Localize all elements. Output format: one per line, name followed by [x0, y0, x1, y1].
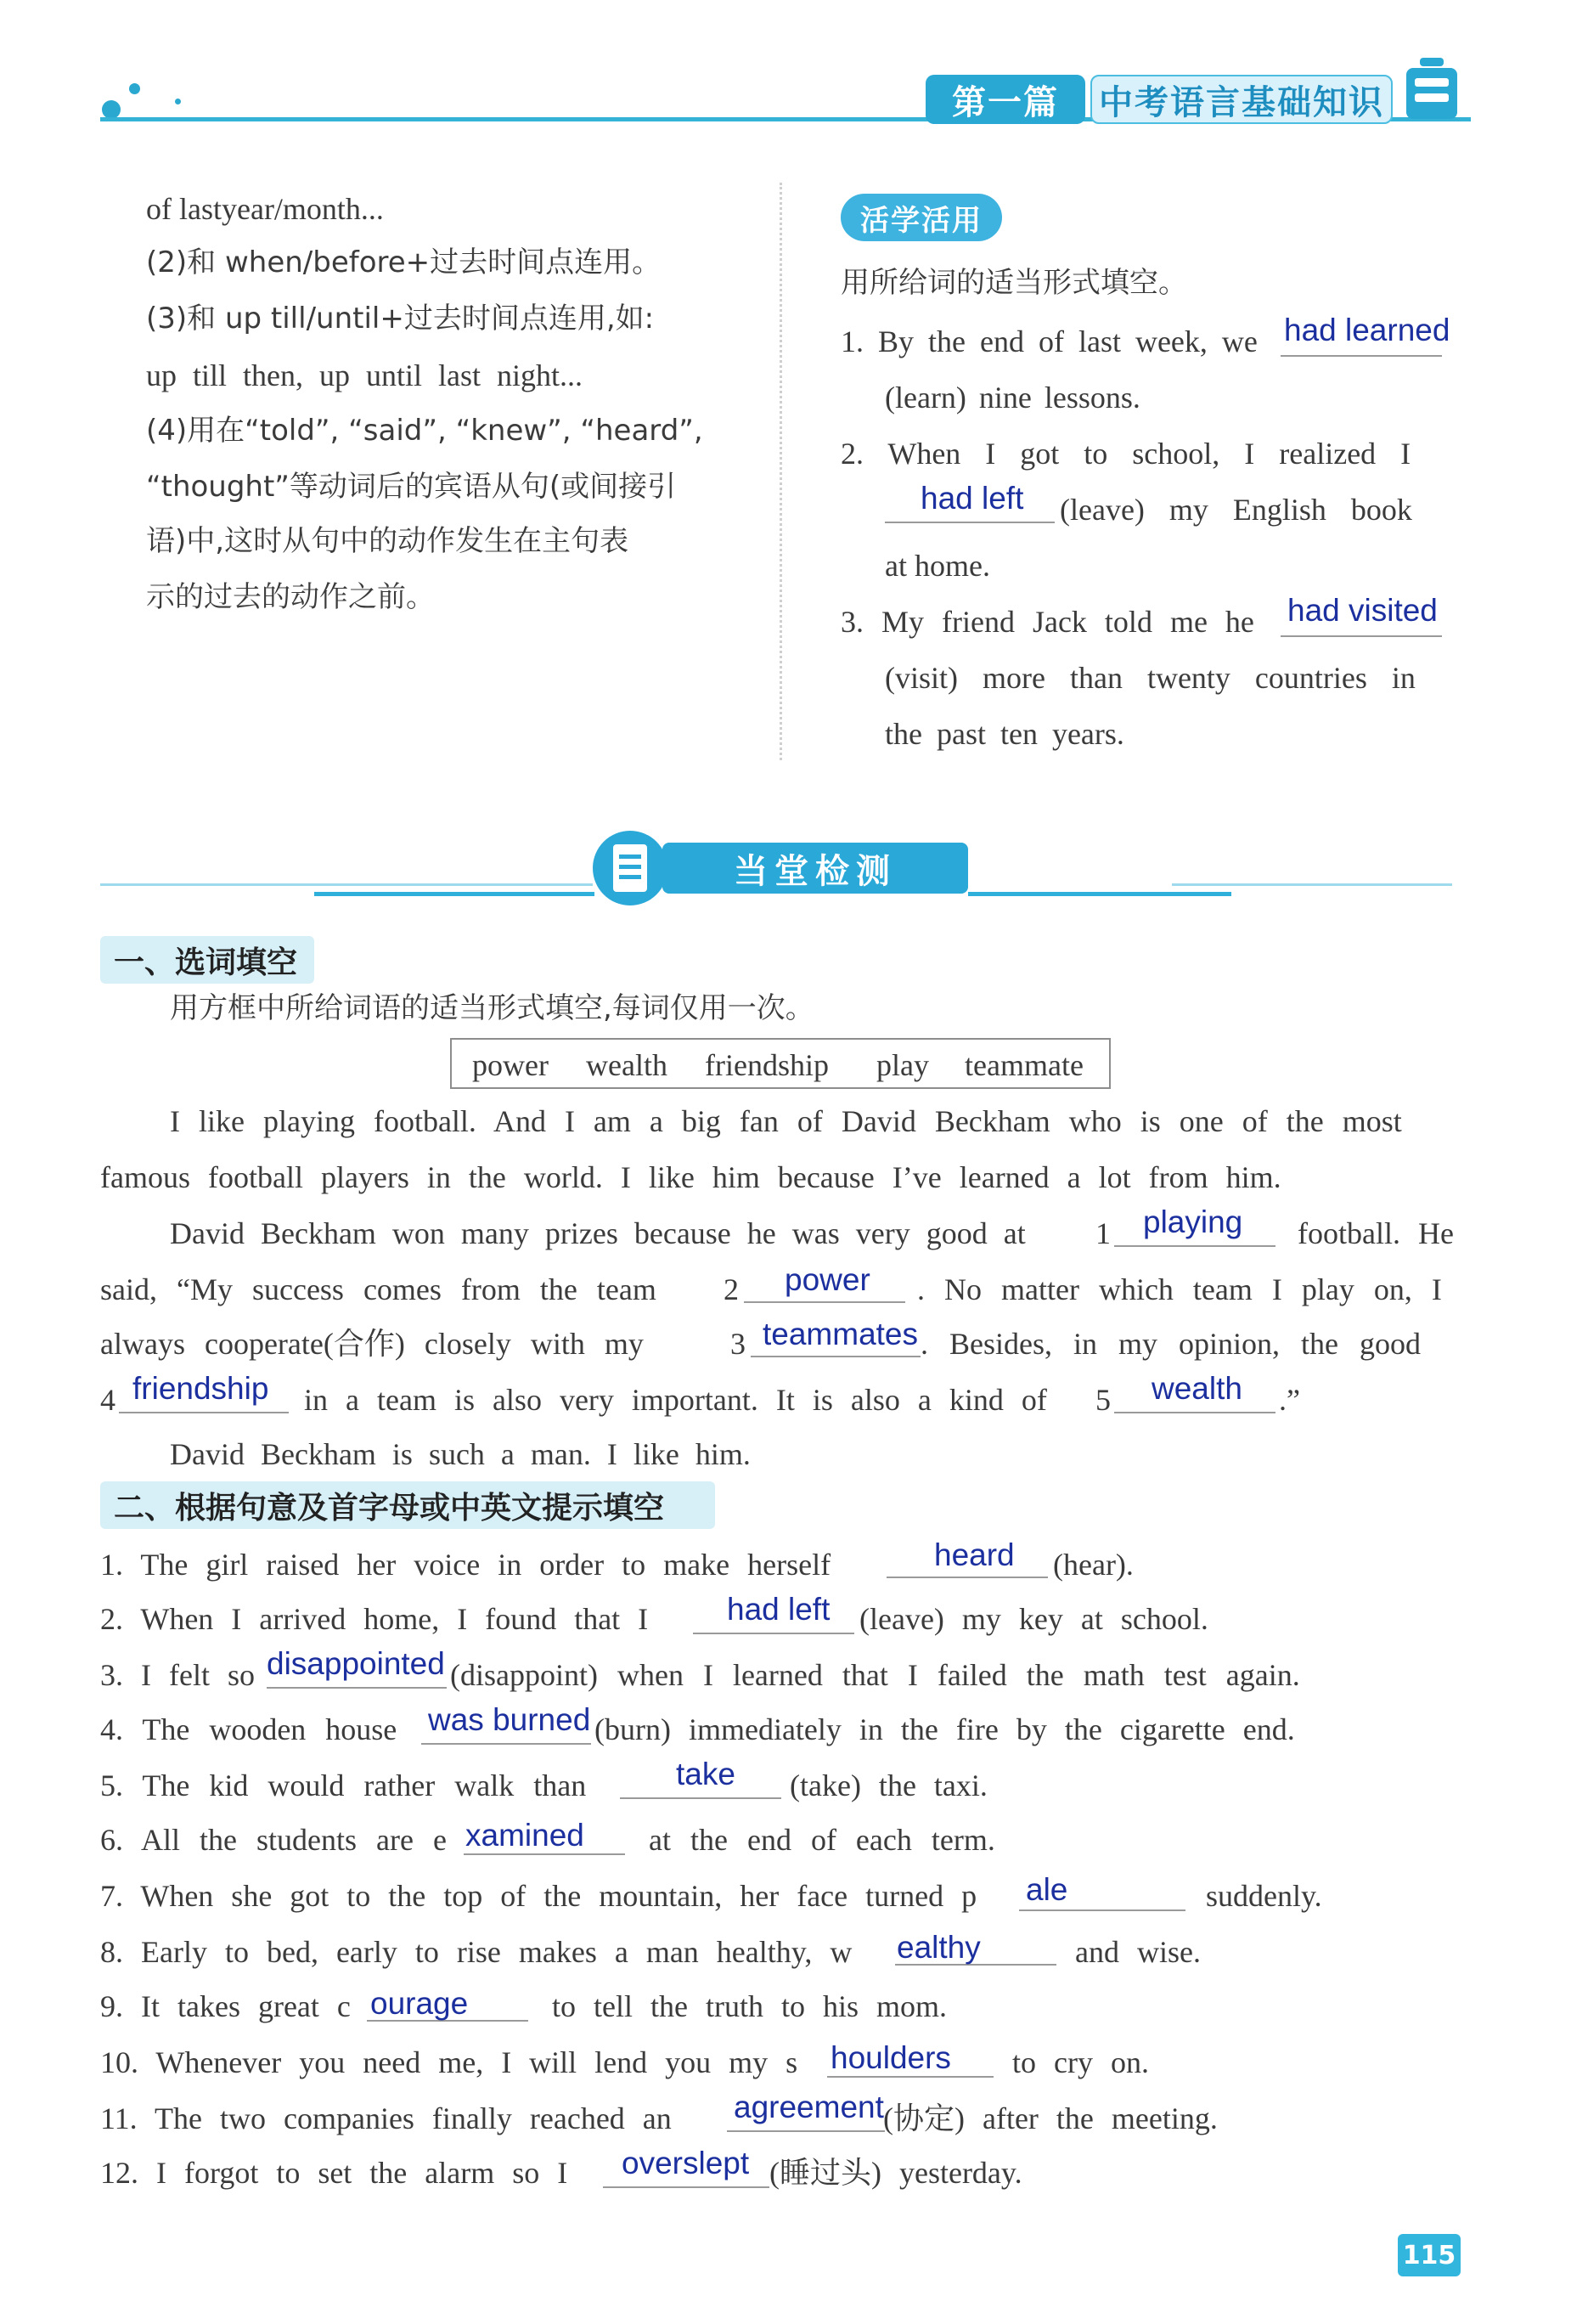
q1-rest: (hear).	[1053, 1548, 1134, 1582]
passage-blank-3[interactable]	[751, 1356, 921, 1357]
q11-rest: (协定) after the meeting.	[883, 2101, 1218, 2135]
note-line-0: of lastyear/month...	[146, 192, 384, 226]
q7-text: 7. When she got to the top of the mountain, her face turned p	[100, 1879, 977, 1913]
section-band-right	[1172, 883, 1452, 886]
book-icon	[1403, 56, 1461, 122]
q9-text: 9. It takes great c	[100, 1989, 351, 2023]
part2-heading: 二、根据句意及首字母或中英文提示填空	[100, 1481, 715, 1529]
passage-blank-2[interactable]	[744, 1301, 905, 1303]
practice-q2-rest: (leave) my English book	[1060, 493, 1412, 527]
header-title-tab: 中考语言基础知识	[1090, 75, 1393, 124]
note-line-7: 示的过去的动作之前。	[146, 580, 435, 614]
q1-answer: heard	[934, 1537, 1015, 1572]
q10-answer: houlders	[831, 2040, 951, 2075]
column-divider	[780, 183, 782, 760]
word-wealth: wealth	[586, 1048, 667, 1082]
passage-answer-3: teammates	[763, 1317, 919, 1351]
q2-rest: (leave) my key at school.	[859, 1602, 1208, 1636]
section-band-right-accent	[968, 892, 1231, 896]
blank-number-1: 1	[1095, 1216, 1111, 1250]
passage-answer-2: power	[785, 1262, 870, 1297]
q3-text: 3. I felt so	[100, 1658, 255, 1692]
word-power: power	[472, 1048, 549, 1082]
q4-blank[interactable]	[421, 1743, 591, 1745]
header-dot-small	[175, 99, 181, 104]
note-line-1: (2)和 when/before+过去时间点连用。	[146, 245, 662, 279]
practice-q3-answer: had visited	[1287, 593, 1438, 628]
passage-blank-4[interactable]	[119, 1412, 289, 1413]
part1-instruction: 用方框中所给词语的适当形式填空,每词仅用一次。	[170, 991, 814, 1025]
q8-rest: and wise.	[1075, 1935, 1201, 1969]
passage-line-4-end: . No matter which team I play on, I	[917, 1272, 1442, 1306]
word-friendship: friendship	[705, 1048, 829, 1082]
blank-number-2: 2	[724, 1272, 739, 1306]
passage-line-5: always cooperate(合作) closely with my	[100, 1327, 644, 1361]
passage-line-6-end: .”	[1279, 1383, 1300, 1417]
passage-line-5-end: . Besides, in my opinion, the good	[921, 1327, 1421, 1361]
passage-line-1: I like playing football. And I am a big fan of David Beckham who is one of the most	[170, 1104, 1402, 1138]
q7-blank[interactable]	[1019, 1909, 1185, 1911]
word-teammate: teammate	[965, 1048, 1084, 1082]
passage-answer-1: playing	[1143, 1204, 1243, 1239]
q6-blank[interactable]	[464, 1853, 625, 1855]
q3-answer: disappointed	[267, 1646, 445, 1681]
passage-line-7: David Beckham is such a man. I like him.	[170, 1437, 751, 1471]
q2-blank[interactable]	[693, 1633, 854, 1634]
section-band-left	[100, 883, 593, 886]
note-line-5: “thought”等动词后的宾语从句(或间接引	[146, 470, 677, 504]
passage-answer-4: friendship	[132, 1371, 269, 1406]
q7-answer: ale	[1026, 1872, 1068, 1907]
q11-answer: agreement	[734, 2090, 884, 2124]
q2-answer: had left	[727, 1592, 831, 1627]
blank-number-4: 4	[100, 1383, 115, 1417]
q11-text: 11. The two companies finally reached an	[100, 2101, 672, 2135]
note-line-2: (3)和 up till/until+过去时间点连用,如:	[146, 302, 655, 336]
passage-line-2: famous football players in the world. I like him because I’ve learned a lot from him.	[100, 1160, 1281, 1194]
q6-answer: xamined	[465, 1818, 584, 1853]
practice-q2-blank[interactable]	[885, 522, 1055, 523]
q5-answer: take	[676, 1757, 735, 1791]
practice-q1-text: 1. By the end of last week, we	[841, 324, 1258, 358]
passage-line-6: in a team is also very important. It is also a kind of	[304, 1383, 1047, 1417]
practice-q3-end: the past ten years.	[885, 717, 1124, 751]
practice-q3-blank[interactable]	[1281, 635, 1442, 637]
passage-blank-5[interactable]	[1114, 1412, 1275, 1413]
q9-answer: ourage	[370, 1986, 469, 2021]
practice-badge: 活学活用	[841, 194, 1002, 241]
q10-blank[interactable]	[827, 2076, 994, 2078]
q10-text: 10. Whenever you need me, I will lend you my s	[100, 2045, 798, 2079]
q4-answer: was burned	[428, 1702, 591, 1737]
q7-rest: suddenly.	[1206, 1879, 1322, 1913]
q6-text: 6. All the students are e	[100, 1823, 447, 1857]
q5-rest: (take) the taxi.	[790, 1768, 988, 1802]
passage-line-4: said, “My success comes from the team	[100, 1272, 656, 1306]
practice-q1-answer: had learned	[1284, 313, 1450, 347]
note-line-3: up till then, up until last night...	[146, 358, 583, 392]
section-band-left-accent	[314, 892, 594, 896]
q12-blank[interactable]	[603, 2186, 769, 2188]
q3-blank[interactable]	[267, 1687, 447, 1689]
practice-q2-answer: had left	[921, 481, 1024, 516]
practice-q1-blank[interactable]	[1281, 355, 1442, 357]
page-number: 115	[1398, 2234, 1461, 2276]
blank-number-5: 5	[1095, 1383, 1111, 1417]
q1-text: 1. The girl raised her voice in order to make herself	[100, 1548, 831, 1582]
note-line-6: 语)中,这时从句中的动作发生在主句表	[146, 524, 629, 558]
q1-blank[interactable]	[887, 1577, 1048, 1578]
q12-text: 12. I forgot to set the alarm so I	[100, 2156, 568, 2190]
practice-q2-text: 2. When I got to school, I realized I	[841, 437, 1411, 471]
q4-text: 4. The wooden house	[100, 1712, 397, 1746]
practice-q3-text: 3. My friend Jack told me he	[841, 605, 1254, 639]
q3-rest: (disappoint) when I learned that I failed the math test again.	[450, 1658, 1300, 1692]
note-line-4: (4)用在“told”, “said”, “knew”, “heard”,	[146, 414, 703, 448]
q8-text: 8. Early to bed, early to rise makes a man healthy, w	[100, 1935, 853, 1969]
q11-blank[interactable]	[727, 2130, 885, 2132]
passage-line-3: David Beckham won many prizes because he was very good at	[170, 1216, 1026, 1250]
q5-text: 5. The kid would rather walk than	[100, 1768, 587, 1802]
section-title: 当堂检测	[662, 843, 968, 894]
passage-line-3-end: football. He	[1298, 1216, 1454, 1250]
practice-q2-end: at home.	[885, 549, 990, 583]
q9-rest: to tell the truth to his mom.	[552, 1989, 947, 2023]
q8-answer: ealthy	[897, 1930, 981, 1965]
header-part-tab: 第一篇	[926, 75, 1085, 124]
header-dot-large	[102, 100, 121, 119]
q5-blank[interactable]	[620, 1797, 781, 1799]
word-play: play	[876, 1048, 929, 1082]
notebook-icon	[591, 826, 669, 911]
header-dot-medium	[129, 83, 140, 94]
q4-rest: (burn) immediately in the fire by the cigarette end.	[594, 1712, 1295, 1746]
practice-instruction: 用所给词的适当形式填空。	[841, 266, 1187, 300]
part1-heading: 一、选词填空	[100, 936, 314, 984]
q10-rest: to cry on.	[1012, 2045, 1149, 2079]
q2-text: 2. When I arrived home, I found that I	[100, 1602, 649, 1636]
q12-rest: (睡过头) yesterday.	[769, 2156, 1022, 2190]
blank-number-3: 3	[730, 1327, 746, 1361]
q6-rest: at the end of each term.	[649, 1823, 995, 1857]
passage-blank-1[interactable]	[1114, 1245, 1275, 1247]
passage-answer-5: wealth	[1152, 1371, 1242, 1406]
q12-answer: overslept	[622, 2146, 750, 2180]
practice-q3-rest: (visit) more than twenty countries in	[885, 661, 1416, 695]
practice-q1-rest: (learn) nine lessons.	[885, 381, 1140, 415]
